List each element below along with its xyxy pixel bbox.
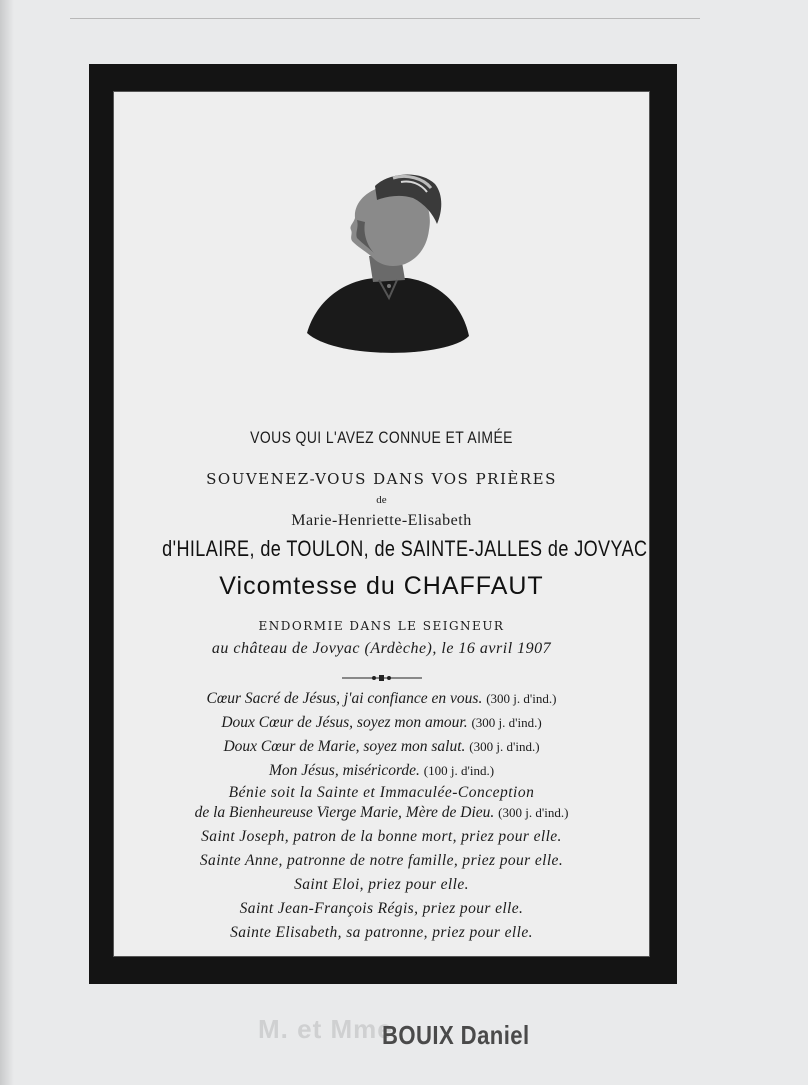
- heading-line-1: VOUS QUI L'AVEZ CONNUE ET AIMÉE: [250, 428, 513, 447]
- prayer-text: Doux Cœur de Marie, soyez mon salut.: [223, 738, 466, 755]
- de-connector: de: [376, 494, 387, 506]
- indulgence: (100 j. d'ind.): [423, 763, 495, 778]
- stamp-faint-text: M. et Mme: [258, 1014, 393, 1044]
- memorial-card-inner: [113, 91, 650, 957]
- endormie-line: ENDORMIE DANS LE SEIGNEUR: [258, 619, 505, 633]
- prayer-line: [114, 804, 649, 822]
- given-names: Marie-Henriette-Elisabeth: [291, 512, 472, 529]
- indulgence: (300 j. d'ind.): [486, 691, 557, 706]
- prayer-text: Cœur Sacré de Jésus, j'ai confiance en vous.: [206, 690, 483, 707]
- prayer-line: [114, 690, 649, 708]
- prayer-text: Bénie soit la Sainte et Immaculée-Conception: [228, 784, 535, 801]
- heading-line-2: SOUVENEZ-VOUS DANS VOS PRIÈRES: [206, 470, 557, 488]
- prayer-text: Saint Eloi, priez pour elle.: [294, 876, 469, 893]
- prayer-text: Saint Jean-François Régis, priez pour elle.: [239, 900, 524, 917]
- prayer-line: [114, 876, 649, 894]
- prayer-text: Doux Cœur de Jésus, soyez mon amour.: [221, 714, 468, 731]
- prayer-line: [114, 828, 649, 846]
- stamp-name: BOUIX Daniel: [382, 1020, 530, 1050]
- prayer-text: de la Bienheureuse Vierge Marie, Mère de Dieu.: [194, 804, 495, 821]
- prayer-text: Mon Jésus, miséricorde.: [268, 762, 420, 779]
- portrait-image: [297, 168, 477, 368]
- indulgence: (300 j. d'ind.): [471, 715, 542, 730]
- prayer-line: [114, 762, 649, 780]
- prayer-line: [114, 924, 649, 942]
- title-name: Vicomtesse du CHAFFAUT: [219, 572, 544, 600]
- place-date: au château de Jovyac (Ardèche), le 16 avril 1907: [211, 640, 552, 657]
- prayer-text: Saint Joseph, patron de la bonne mort, priez pour elle.: [201, 828, 562, 845]
- prayer-line: [114, 900, 649, 918]
- family-names: d'HILAIRE, de TOULON, de SAINTE-JALLES de JOVYAC: [162, 536, 648, 561]
- prayer-text: Sainte Elisabeth, sa patronne, priez pour elle.: [230, 924, 533, 941]
- ornament-divider: [342, 674, 422, 682]
- prayer-line: [114, 852, 649, 870]
- scan-top-rule: [70, 18, 700, 19]
- owner-stamp: [250, 1008, 570, 1058]
- prayer-line: [114, 784, 649, 802]
- prayer-text: Sainte Anne, patronne de notre famille, priez pour elle.: [199, 852, 564, 869]
- prayer-line: [114, 714, 649, 732]
- indulgence: (300 j. d'ind.): [498, 805, 569, 820]
- prayer-line: [114, 738, 649, 756]
- memorial-card: [89, 64, 677, 984]
- indulgence: (300 j. d'ind.): [469, 739, 540, 754]
- scan-edge: [0, 0, 14, 1085]
